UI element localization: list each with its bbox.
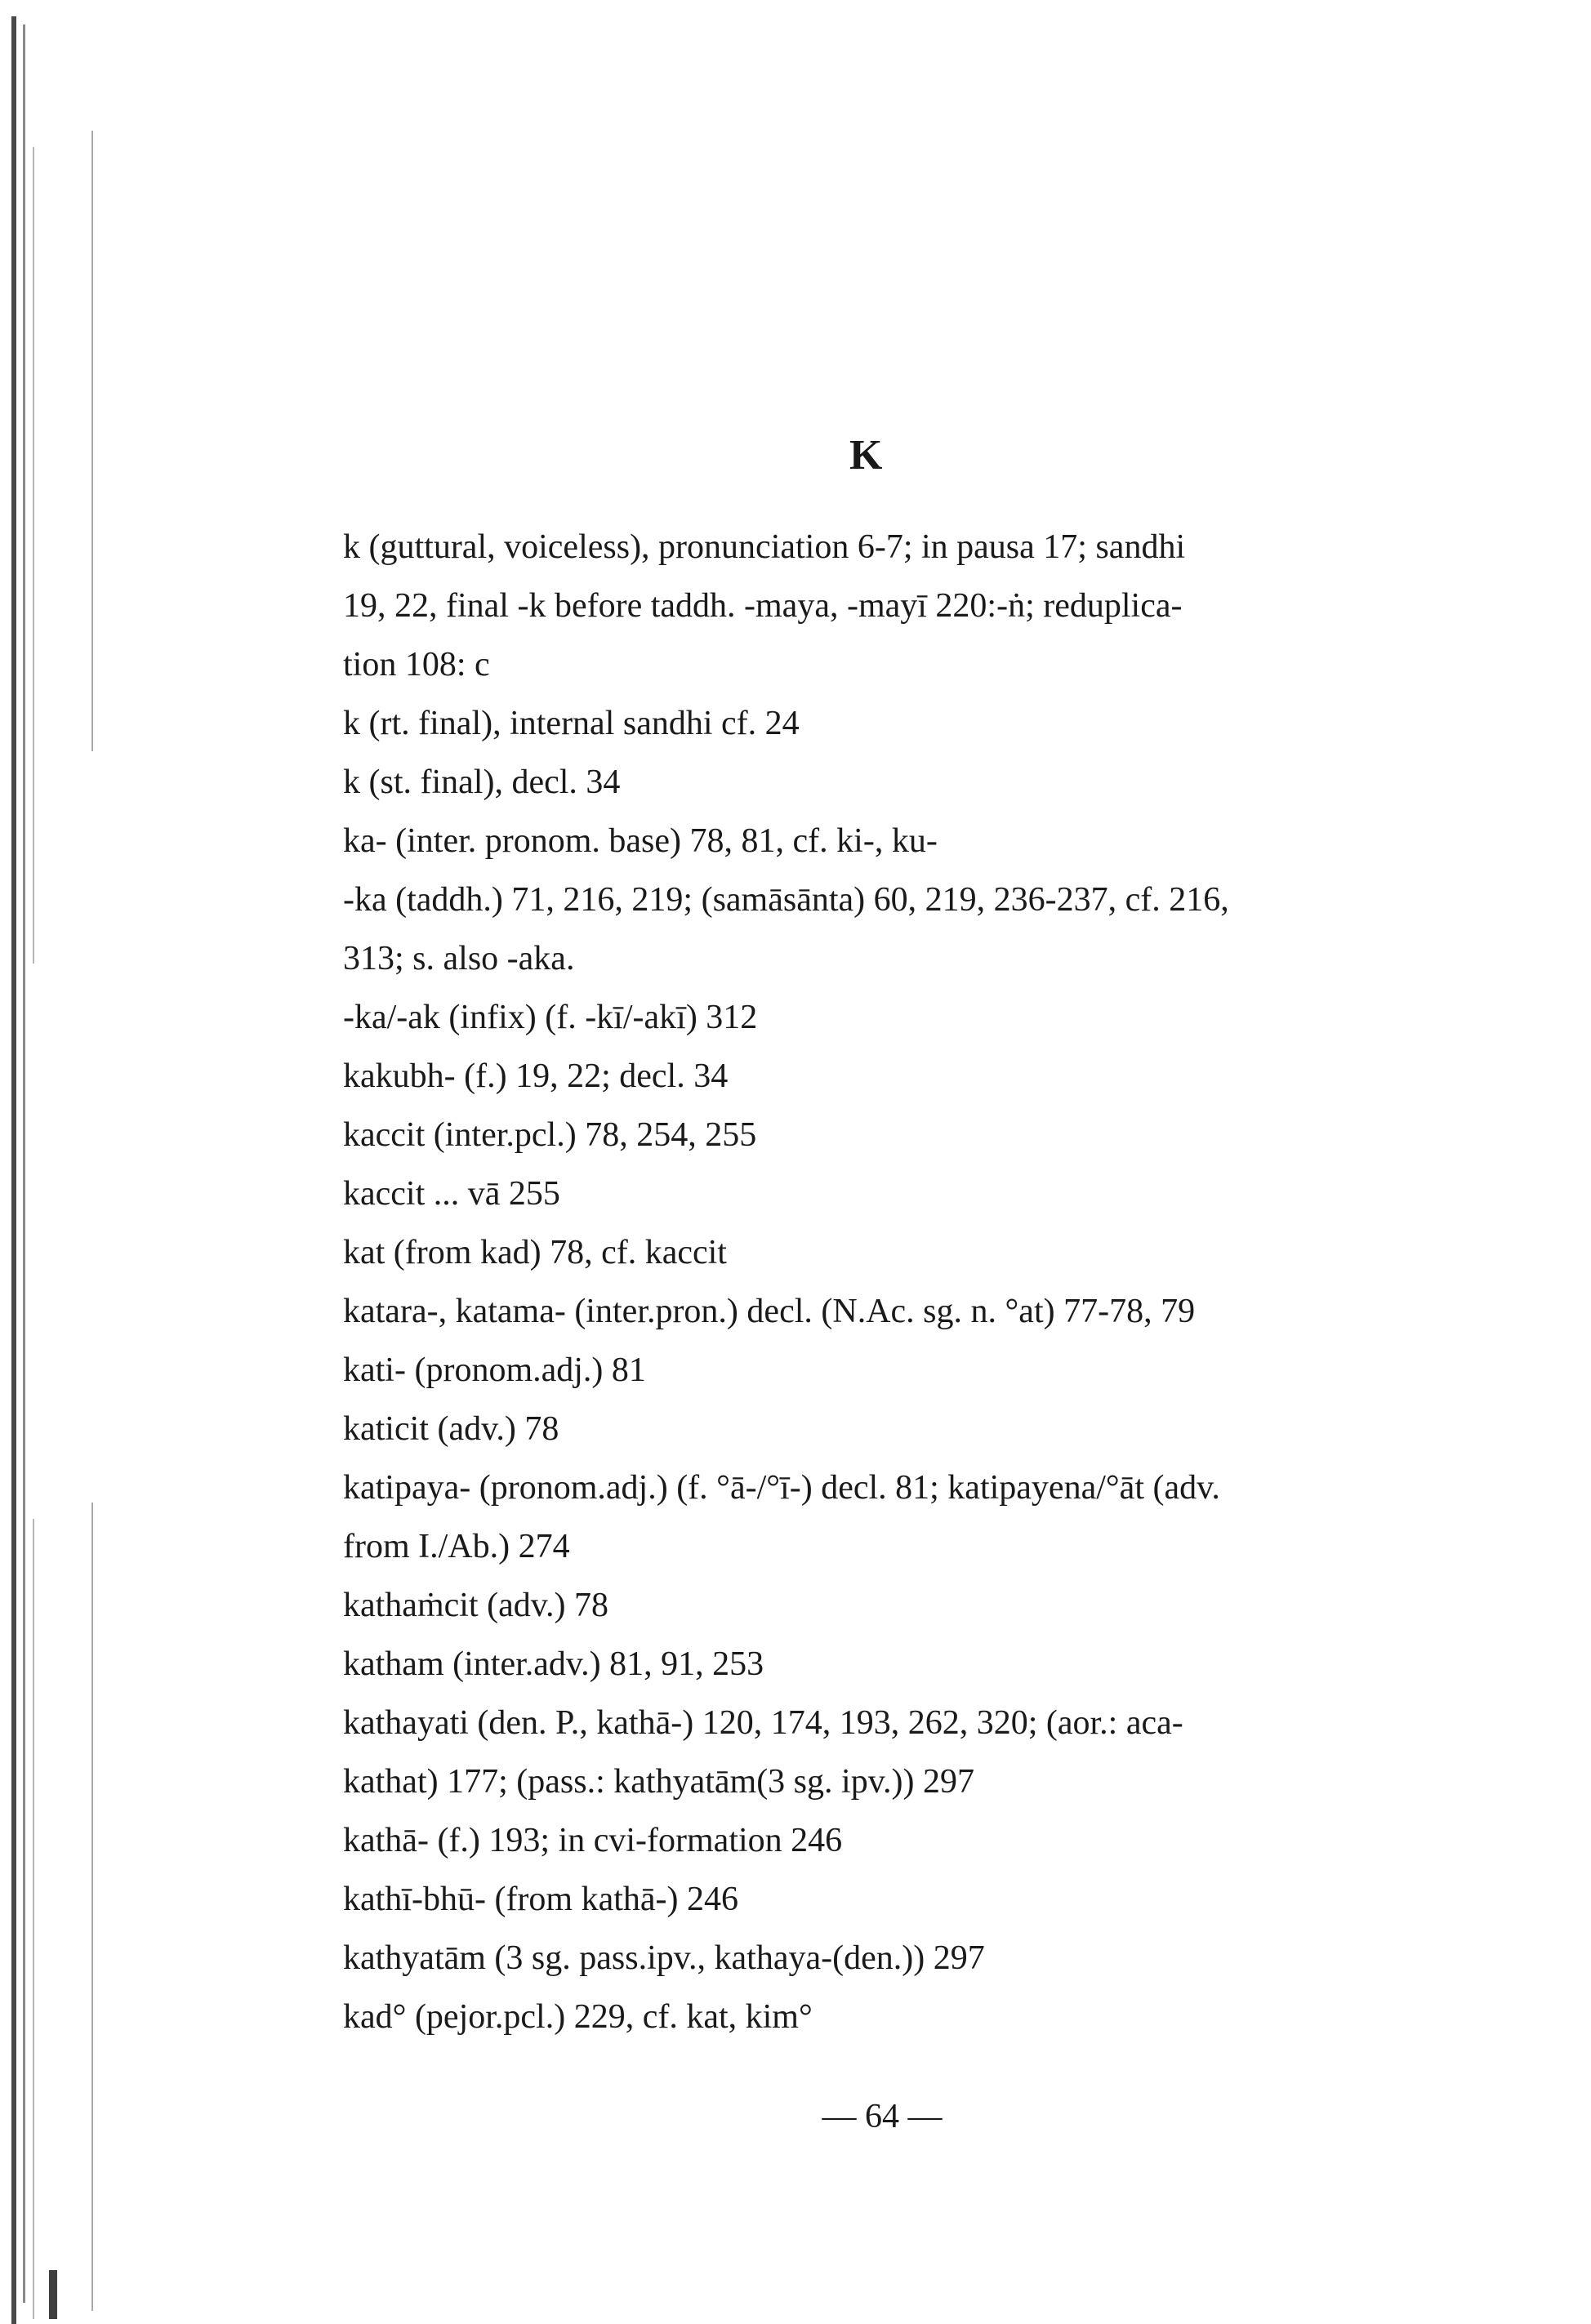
index-entry	[343, 1929, 1421, 1988]
entry-headline: -ka (taddh.) 71, 216, 219; (samāsānta) 60, 219, 236-237, cf. 216,	[343, 881, 1229, 919]
entry-headline: katara-, katama- (inter.pron.) decl. (N.Ac. sg. n. °at) 77-78, 79	[343, 1293, 1196, 1330]
entry-headline: kathayati (den. P., kathā-) 120, 174, 193, 262, 320; (aor.: aca-	[343, 1704, 1183, 1742]
entry-headline: kathā- (f.) 193; in cvi-formation 246	[343, 1822, 843, 1859]
entry-headline: -ka/-ak (infix) (f. -kī/-akī) 312	[343, 999, 758, 1036]
entry-headline: katipaya- (pronom.adj.) (f. °ā-/°ī-) decl. 81; katipayena/°āt (adv.	[343, 1469, 1220, 1507]
index-entry	[343, 1458, 1421, 1576]
index-entry	[343, 1047, 1421, 1106]
entry-headline: kakubh- (f.) 19, 22; decl. 34	[343, 1057, 729, 1095]
index-entry	[343, 1576, 1421, 1635]
index-entry	[343, 1282, 1421, 1341]
index-entry	[343, 518, 1421, 694]
index-entry	[343, 1811, 1421, 1870]
index-entry	[343, 1694, 1421, 1811]
entry-headline: k (st. final), decl. 34	[343, 764, 621, 801]
entry-headline: kathī-bhū- (from kathā-) 246	[343, 1881, 739, 1918]
entry-headline: katicit (adv.) 78	[343, 1410, 559, 1448]
index-entry	[343, 753, 1421, 812]
section-heading	[849, 431, 883, 479]
index-entry	[343, 1635, 1421, 1694]
entry-headline: kati- (pronom.adj.) 81	[343, 1351, 646, 1389]
index-entry	[343, 1223, 1421, 1282]
entry-continuation: tion 108: c	[343, 646, 490, 683]
index-entry	[343, 988, 1421, 1047]
entry-continuation: 19, 22, final -k before taddh. -maya, -mayī 220:-ṅ; reduplica-	[343, 587, 1183, 625]
entry-headline: kathyatām (3 sg. pass.ipv., kathaya-(den.)) 297	[343, 1939, 985, 1977]
index-entry	[343, 812, 1421, 870]
index-entry	[343, 1400, 1421, 1458]
entry-headline: kaccit ... vā 255	[343, 1175, 560, 1213]
index-entry	[343, 1341, 1421, 1400]
index-entries	[343, 518, 1421, 2046]
page-number: — 64 —	[822, 2098, 943, 2135]
index-entry	[343, 870, 1421, 988]
section-letter: K	[849, 432, 884, 479]
index-entry	[343, 1870, 1421, 1929]
entry-continuation: from I./Ab.) 274	[343, 1528, 570, 1565]
index-entry	[343, 694, 1421, 753]
entry-continuation: 313; s. also -aka.	[343, 940, 575, 977]
entry-headline: katham (inter.adv.) 81, 91, 253	[343, 1645, 764, 1683]
index-entry	[343, 1164, 1421, 1223]
entry-headline: kad° (pejor.pcl.) 229, cf. kat, kim°	[343, 1998, 813, 2036]
entry-headline: kaccit (inter.pcl.) 78, 254, 255	[343, 1116, 757, 1154]
entry-headline: kathaṁcit (adv.) 78	[343, 1587, 608, 1624]
entry-headline: ka- (inter. pronom. base) 78, 81, cf. ki-, ku-	[343, 822, 938, 860]
entry-headline: k (guttural, voiceless), pronunciation 6-7; in pausa 17; sandhi	[343, 528, 1186, 566]
entry-continuation: kathat) 177; (pass.: kathyatām(3 sg. ipv.)) 297	[343, 1763, 974, 1801]
index-entry	[343, 1106, 1421, 1164]
index-entry	[343, 1988, 1421, 2046]
entry-headline: k (rt. final), internal sandhi cf. 24	[343, 705, 800, 742]
entry-headline: kat (from kad) 78, cf. kaccit	[343, 1234, 727, 1271]
